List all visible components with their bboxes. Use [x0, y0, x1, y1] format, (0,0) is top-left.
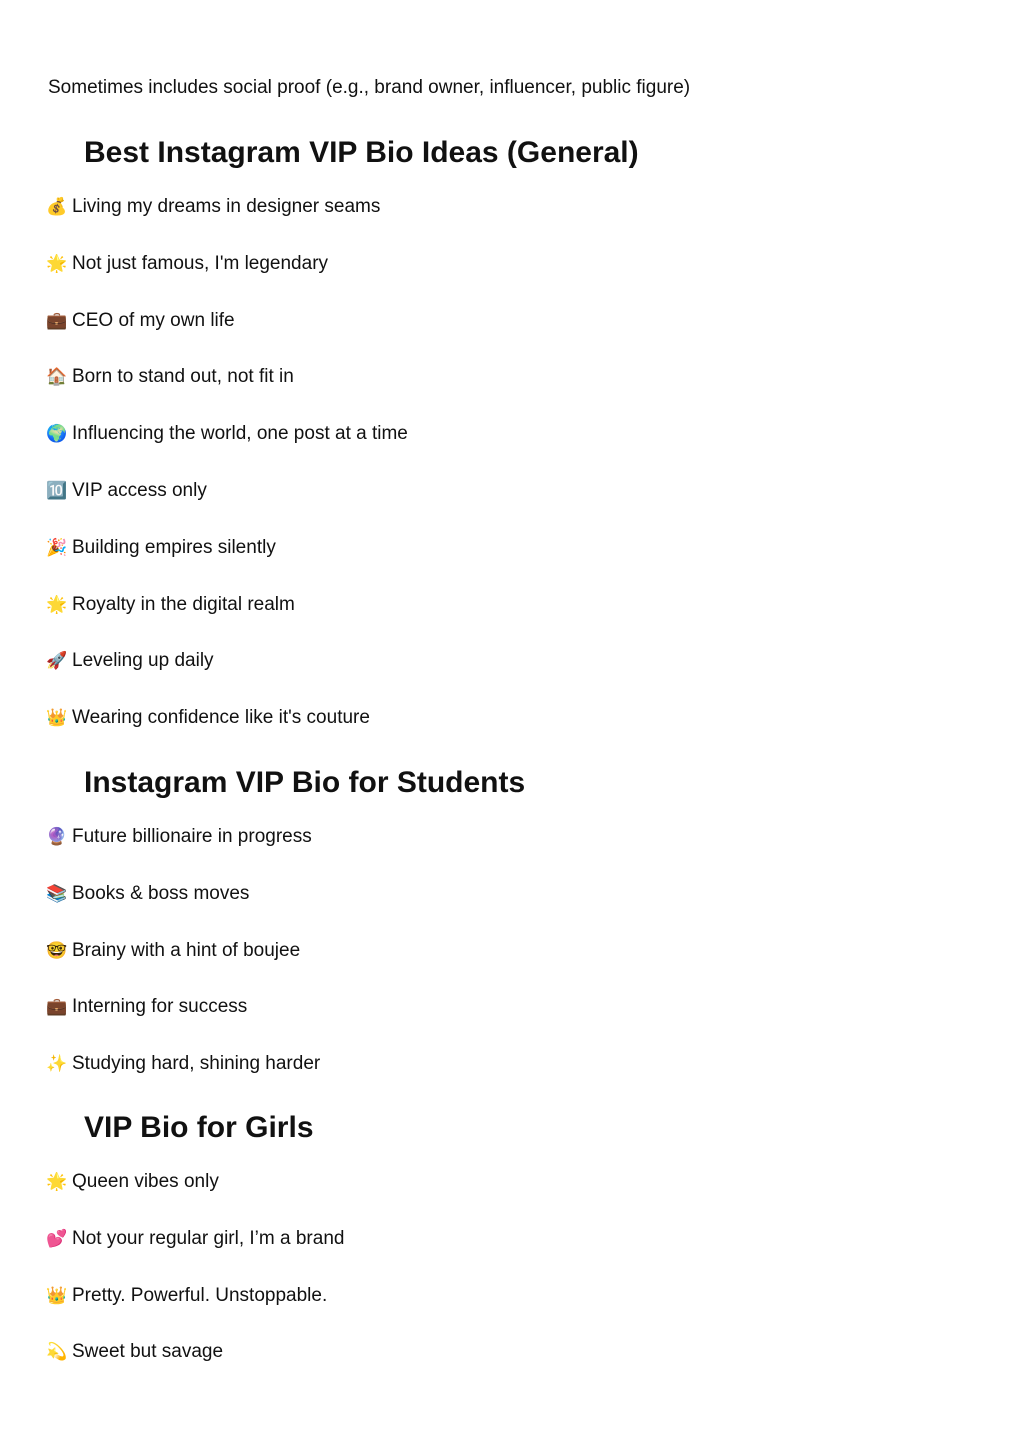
bio-item [47, 364, 294, 390]
bio-item [47, 1339, 223, 1365]
section-title: Instagram VIP Bio for Students [84, 766, 526, 799]
bio-item [47, 478, 207, 504]
section-title: VIP Bio for Girls [84, 1111, 314, 1144]
briefcase-icon: 💼 [46, 997, 68, 1017]
bio-item [47, 194, 380, 220]
bio-item [47, 648, 214, 674]
bio-item-label: Building empires silently [72, 537, 276, 558]
bio-item [47, 881, 249, 907]
bio-item-label: Born to stand out, not fit in [72, 366, 294, 387]
bio-item [47, 421, 408, 447]
bio-item-label: Living my dreams in designer seams [72, 196, 381, 217]
bio-item-label: Leveling up daily [72, 650, 214, 671]
section-title: Best Instagram VIP Bio Ideas (General) [84, 136, 639, 169]
intro-text: Sometimes includes social proof (e.g., brand owner, influencer, public figure) [48, 77, 691, 98]
glowing-star-icon: 🌟 [46, 595, 68, 615]
globe-icon: 🌍 [46, 424, 68, 444]
bio-item [47, 994, 247, 1020]
house-icon: 🏠 [46, 367, 68, 387]
briefcase-icon: 💼 [46, 311, 68, 331]
crown-icon: 👑 [46, 1286, 68, 1306]
bio-item-label: Wearing confidence like it's couture [72, 707, 370, 728]
bio-item [47, 251, 328, 277]
bio-item [47, 308, 235, 334]
glowing-star-icon: 🌟 [46, 1172, 68, 1192]
bio-item-label: Not just famous, I'm legendary [72, 253, 329, 274]
bio-item-label: Future billionaire in progress [72, 826, 312, 847]
bio-item [47, 938, 300, 964]
bio-item-label: Royalty in the digital realm [72, 594, 295, 615]
glowing-star-icon: 🌟 [46, 254, 68, 274]
dizzy-star-icon: 💫 [46, 1342, 68, 1362]
bio-item-label: Interning for success [72, 996, 248, 1017]
money-bag-icon: 💰 [46, 197, 68, 217]
bio-item [47, 705, 370, 731]
nerd-face-icon: 🤓 [46, 941, 68, 961]
bio-item-label: Queen vibes only [72, 1171, 219, 1192]
crystal-ball-icon: 🔮 [46, 827, 68, 847]
bio-item [47, 592, 295, 618]
bio-item-label: Sweet but savage [72, 1341, 224, 1362]
bio-item-label: Brainy with a hint of boujee [72, 940, 301, 961]
rocket-icon: 🚀 [46, 651, 68, 671]
bio-item [47, 824, 312, 850]
bio-item [47, 535, 276, 561]
books-icon: 📚 [46, 884, 68, 904]
bio-item-label: Influencing the world, one post at a time [72, 423, 408, 444]
party-popper-icon: 🎉 [46, 538, 68, 558]
bio-item [47, 1283, 327, 1309]
two-hearts-icon: 💕 [46, 1229, 68, 1249]
crown-icon: 👑 [46, 708, 68, 728]
keycap-ten-icon: 🔟 [46, 481, 68, 501]
bio-item-label: Studying hard, shining harder [72, 1053, 321, 1074]
bio-item-label: Books & boss moves [72, 883, 250, 904]
bio-item-label: Pretty. Powerful. Unstoppable. [72, 1285, 328, 1306]
bio-item [47, 1051, 320, 1077]
bio-item-label: VIP access only [72, 480, 207, 501]
sparkles-icon: ✨ [46, 1054, 68, 1074]
bio-item [47, 1169, 219, 1195]
bio-item-label: CEO of my own life [72, 310, 235, 331]
bio-item-label: Not your regular girl, I’m a brand [72, 1228, 345, 1249]
bio-item [47, 1226, 344, 1252]
